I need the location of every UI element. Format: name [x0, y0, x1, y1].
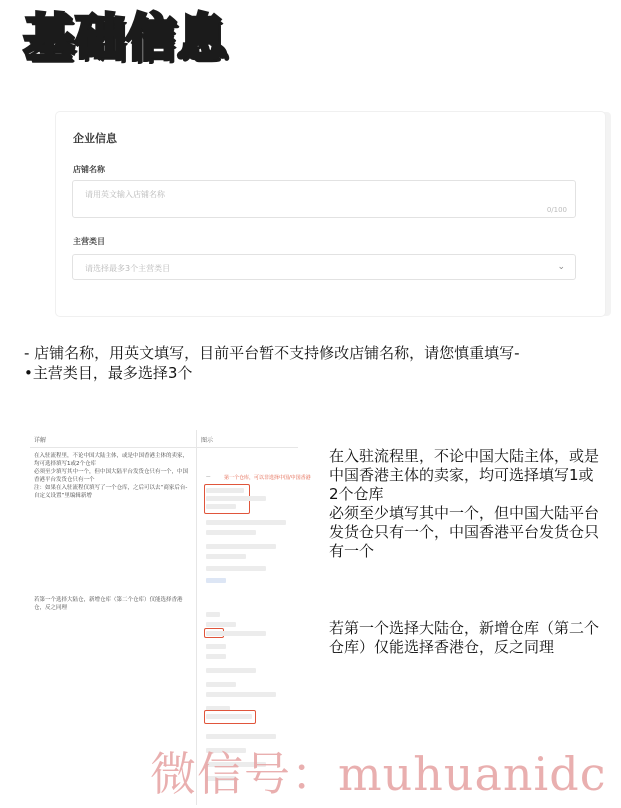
field-description [24, 343, 614, 383]
warehouse-explanation-panel [30, 430, 311, 590]
warehouse-note-2: 若第一个选择大陆仓，新增仓库（第二个仓库）仅能选择香港仓，反之同理 [329, 619, 600, 656]
store-name-input[interactable] [72, 180, 576, 218]
page-heading: 基础信息 [24, 9, 228, 67]
chevron-down-icon: ⌄ [557, 262, 565, 272]
category-label: 主营类目 [73, 237, 105, 246]
warehouse-note-1: 在入驻流程里，不论中国大陆主体，或是中国香港主体的卖家，均可选择填写1或2个仓库 必须至少填写其中一个，但中国大陆平台发货仓只有一个，中国香港平台发货仓只有一个 [329, 447, 600, 560]
enterprise-info-form [56, 112, 605, 316]
column-detail-header: 详解 [30, 430, 196, 448]
category-placeholder: 请选择最多3个主营类目 [85, 264, 171, 273]
panel1-example-form: — 第一个仓库，可以非选择中国/中国香港 [206, 470, 296, 585]
store-name-label: 店铺名称 [73, 165, 105, 174]
description-line-2: •主营类目，最多选择3个 [24, 364, 193, 382]
example-red-annotation: 第一个仓库，可以非选择中国/中国香港 [224, 475, 311, 481]
description-line-1: - 店铺名称，用英文填写，目前平台暂不支持修改店铺名称，请您慎重填写- [24, 344, 520, 362]
char-counter: 0/100 [546, 206, 567, 214]
section-title: 企业信息 [73, 132, 117, 145]
column-divider [196, 430, 197, 590]
panel1-detail-text: 在入驻流程里，不论中国大陆主体，或是中国香港主体的卖家，均可选择填写1或2个仓库 必须至少填写其中一个，但中国大陆平台发货仓只有一个，中国香港平台发货仓只有一个 注：如果在入驻流程仅填写了一个仓库，之后可以去“商家后台-自定义设置”里编辑新增 [34, 453, 189, 499]
panel2-detail-text: 若第一个选择大陆仓，新增仓库（第二个仓库）仅能选择香港仓，反之同理 [34, 597, 183, 611]
column-example-header: 图示 [197, 430, 298, 448]
category-select[interactable] [72, 254, 576, 280]
watermark-text: 微信号：muhuanidc [150, 747, 607, 801]
store-name-placeholder: 请用英文输入店铺名称 [85, 190, 165, 199]
